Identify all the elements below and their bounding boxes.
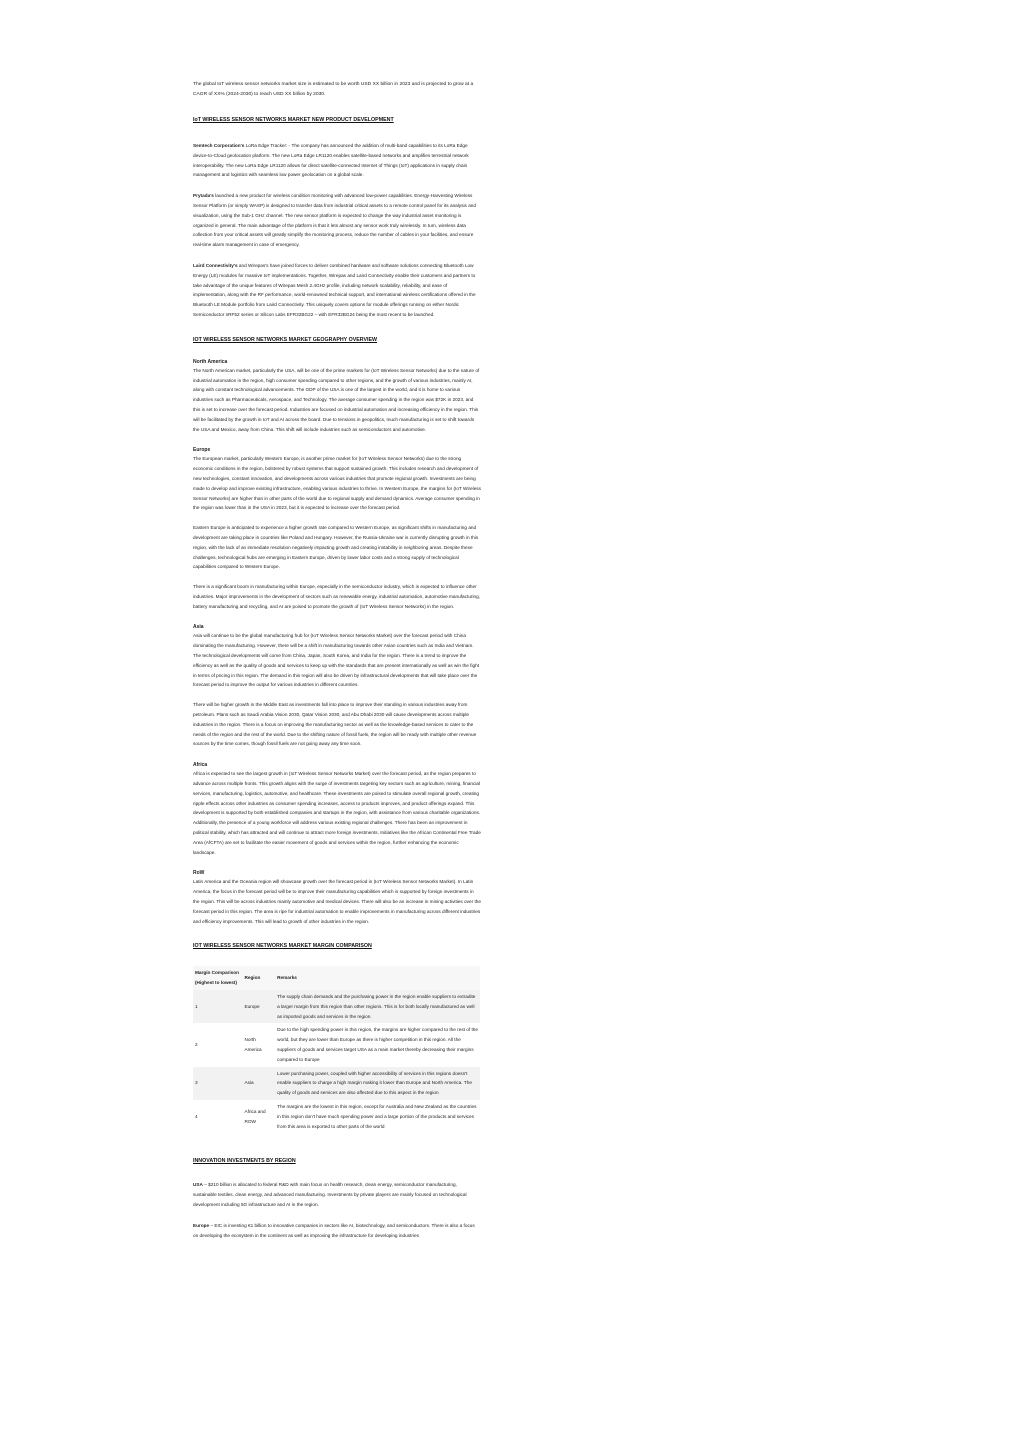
usa-innovation-paragraph: USA – $210 billion is allocated to federal R&D with main focus on health research, clean energy, semiconductor manufacturing, sustainable textiles, clean energy, and advanced manufacturing. Investments by private players are mainly focused on technological development including 5G infrastructure and AI in the region. [193,1182,467,1207]
product-development-heading: IoT WIRELESS SENSOR NETWORKS MARKET NEW PRODUCT DEVELOPMENT [193,117,394,123]
header-margin-comparison: Margin Comparison (Highest to lowest) [193,966,242,990]
region-cell: North America [242,1023,275,1066]
europe-paragraph-1: The European market, particularly Western Europe, is another prime market for (IoT Wireless Sensor Networks) due to the strong economic conditions in the region, bolstered by robust systems that support sustained growth. This includes research and development of new technologies, constant innovation, and developments across various industries that promote regional growth. Investments are being made to develop and improve existing infrastructure, enabling various industries to thrive. In Western Europe, the margins for (IoT Wireless Sensor Networks) are higher than in other parts of the world due to regional supply and demand dynamics. Average consumer spending in the region was lower than in the USA in 2023, but it is expected to increase over the forecast period. [193,456,481,511]
geography-heading: IOT WIRELESS SENSOR NETWORKS MARKET GEOGRAPHY OVERVIEW [193,336,378,343]
remark-cell: The margins are the lowest in this region, except for Australia and New Zealand as the countries in this region don't have much spending power and a large portion of the products and services from this area is exported to other parts of the world [275,1100,480,1133]
table-row [193,990,480,1023]
north-america-paragraph: The North American market, particularly the USA, will be one of the prime markets for (IoT Wireless Sensor Networks) due to the nature of industrial automation in the region, high consumer spending compared to other regions, and the growth of various industries, mainly AI, along with constant technological advancements. The GDP of the USA is one of the largest in the world, and it is home to various industries such as Pharmaceuticals, Aerospace, and Technology. The average consumer spending in the region was $72K in 2023, and this is set to increase over the forecast period. Industries are focused on industrial automation and increasing efficiency in the region. This will be facilitated by the growth in IoT and AI across the board. Due to tensions in geopolitics, much manufacturing is set to shift towards the USA and Mexico, away from China. This shift will include industries such as semiconductors and automotive. [193,367,480,432]
region-cell: Europe [242,990,275,1023]
rank-cell: 2 [193,1023,242,1066]
laird-paragraph: Laird Connectivity's and Wirepas's have joined forces to deliver combined hardware and software solutions connecting Bluetooth Low Energy (LE) modules for massive IoT implementations. Together, Wirepas and Laird Connectivity enable their customers and partners to take advantage of the unique features of Wirepas Mesh 2.4GHz profile, including network scalability, reliability, and ease of implementation, along with the RF performance, world-renowned technical support, and international wireless certifications offered in the Bluetooth LE Module portfolio from Laird Connectivity. This uniquely covers options for module offerings running on either Nordic Semiconductor nRF52 series or Silicon Labs EFR32BG22 – with EFR32BG24 being the most recent to be launched. [193,262,476,317]
header-region: Region [242,966,275,990]
asia-paragraph-2: There will be higher growth in the Middle East as investments fall into place to improve their standing in various industries away from petroleum. Plans such as Saudi Arabia Vision 2030, Qatar Vision 2030, and Abu Dhabi 2030 will cause developments across multiple industries in the region. There is a focus on improving the manufacturing sector as well as the knowledge-based services to cater to the needs of the region and the rest of the world. Due to the shifting nature of fossil fuels, the region will be ready with multiple other revenue sources by the time comes, though fossil fuels are not going away any time soon. [193,702,477,747]
usa-lead: USA [193,1182,203,1188]
rank-cell: 1 [193,990,242,1023]
africa-paragraph: Africa is expected to see the largest growth in (IoT Wireless Sensor Networks Market) over the forecast period, as the region prepares to advance across multiple fronts. This growth aligns with the surge of investments targeting key sectors such as agriculture, mining, financial services, manufacturing, logistics, automotive, and healthcare. These investments are poised to stimulate overall regional growth, creating ripple effects across other industries as consumer spending increases, access to products improves, and product offerings expand. This development is supported by both established companies and startups in the region, with assistance from various charitable organizations. Additionally, the presence of a young workforce will address various existing regional challenges. There has been an improvement in political stability, which has attracted and will continue to attract more foreign investments. Initiatives like the African Continental Free Trade Area (AfCFTA) are set to facilitate the easier movement of goods and services within the region, further enhancing the economic landscape. [193,771,481,855]
asia-paragraph-1: Asia will continue to be the global manufacturing hub for (IoT Wireless Sensor Networks Market) over the forecast period with China dominating the manufacturing. However, there will be a shift in manufacturing towards other Asian countries such as India and Vietnam. The technological developments will come from China, Japan, South Korea, and India for the region. There is a trend to improve the efficiency as well as the quality of goods and services to keep up with the standards that are present internationally as well as win the fight in terms of pricing in this region. The demand in this region will also be driven by infrastructural developments that will take place over the forecast period to improve the output for various industries in different countries. [193,633,480,688]
laird-lead: Laird Connectivity's [193,262,238,268]
table-row [193,1023,480,1066]
document-page [193,80,481,1240]
row-paragraph: Latin America and the Oceania region will showcase growth over the forecast period in (IoT Wireless Sensor Networks Market). In Latin America, the focus in the forecast period will be to improve their manufacturing capabilities which is supported by foreign investments in the region. This will be across industries mainly automotive and medical devices. There will also be an increase in mining activities over the forecast period in this region. The area is ripe for industrial automation to enable improvements in manufacturing across different industries and efficiency improvements. This will lead to growth of other industries in the region. [193,879,481,924]
rank-cell: 3 [193,1067,242,1100]
remark-cell: Due to the high spending power in this region, the margins are higher compared to the rest of the world, but they are lower than Europe as there is higher competition in this region. All the suppliers of goods and services target USA as a main market thereby decreasing their margins compared to Europe [275,1023,480,1066]
remark-cell: The supply chain demands and the purchasing power in the region enable suppliers to extradite a larger margin from this region than other regions. This is for both locally manufactured as well as imported goods and services in the region. [275,990,480,1023]
europe-title: Europe [193,447,211,454]
region-cell: Africa and ROW [242,1100,275,1133]
table-row [193,1100,480,1133]
europe-lead: Europe [193,1222,210,1228]
semtech-lead: Semtech Corporation's [193,143,245,148]
margin-table [193,966,480,1133]
north-america-title: North America [193,358,228,365]
innovation-heading: INNOVATION INVESTMENTS BY REGION [193,1158,296,1165]
prytada-lead: Prytada's [193,193,214,199]
region-cell: Asia [242,1067,275,1100]
europe-innovation-paragraph: Europe – EIC is investing €1 billion to innovative companies in sectors like AI, biotechnology, and semiconductors. There is also a focus on developing the ecosystem in the continent as well as improving the infrastructure for developing industries [193,1222,475,1238]
europe-paragraph-3: There is a significant boom in manufacturing within Europe, especially in the semiconductor industry, which is expected to influence other industries. Major improvements in the development of sectors such as renewable energy, industrial automation, automotive manufacturing, battery manufacturing and recycling, and AI are poised to promote the growth of (IoT Wireless Sensor Networks) in the region. [193,584,481,609]
table-row [193,1067,480,1100]
row-title: RoW [193,870,205,877]
semtech-paragraph: Semtech Corporation's LoRa Edge Tracker: - The company has announced the addition of multi-band capabilities to its LoRa Edge device-to-Cloud geolocation platform. The new LoRa Edge LR1120 enables satellite-based networks and amplifies terrestrial network interoperability. The new LoRa Edge LR1120 allows for direct satellite-connected Internet of Things (IoT) applications in supply chain management and logistics with seamless low power geolocation on a global scale. [193,143,469,178]
africa-title: Africa [193,762,208,769]
remark-cell: Lower purchasing power, coupled with higher accessibility of services in this regions doesn't enable suppliers to charge a high margin making it lower than Europe and North America. The quality of goods and services are also affected due to this aspect in the region [275,1067,480,1100]
margin-heading: IOT WIRELESS SENSOR NETWORKS MARKET MARGIN COMPARISON [193,943,372,950]
asia-title: Asia [193,624,204,631]
prytada-paragraph: Prytada's launched a new product for wireless condition monitoring with advanced low-power capabilities. Energy-Harvesting Wireless Sensor Platform (or simply WASP) is designed to transfer data from industrial critical assets to a remote control panel for its analysis and visualization, using the Sub-1 GHz channel. The new sensor platform is expected to change the way industrial asset monitoring is organized in general. The main advantage of the platform is that it lets almost any sensor work truly wirelessly. In turn, wireless data collection from your critical assets will greatly simplify the monitoring process, reduce the number of cables in your facilities, and ensure real-time alarm management in case of emergency. [193,193,477,248]
europe-paragraph-2: Eastern Europe is anticipated to experience a higher growth rate compared to Western Europe, as significant shifts in manufacturing and development are taking place in countries like Poland and Hungary. However, the Russia-Ukraine war is currently disrupting growth in this region, with the lack of an immediate resolution negatively impacting growth and creating instability in neighboring areas. Despite these challenges, technological hubs are emerging in Eastern Europe, driven by lower labor costs and a strong supply of technological capabilities compared to Western Europe. [193,525,479,570]
margin-table-header [193,966,480,990]
rank-cell: 4 [193,1100,242,1133]
header-remarks: Remarks [275,966,480,990]
intro-paragraph: The global IoT wireless sensor networks market size is estimated to be worth USD XX billion in 2023 and is projected to grow at a CAGR of XX% (2024-2030) to reach USD XX billion by 2030. [193,82,474,97]
